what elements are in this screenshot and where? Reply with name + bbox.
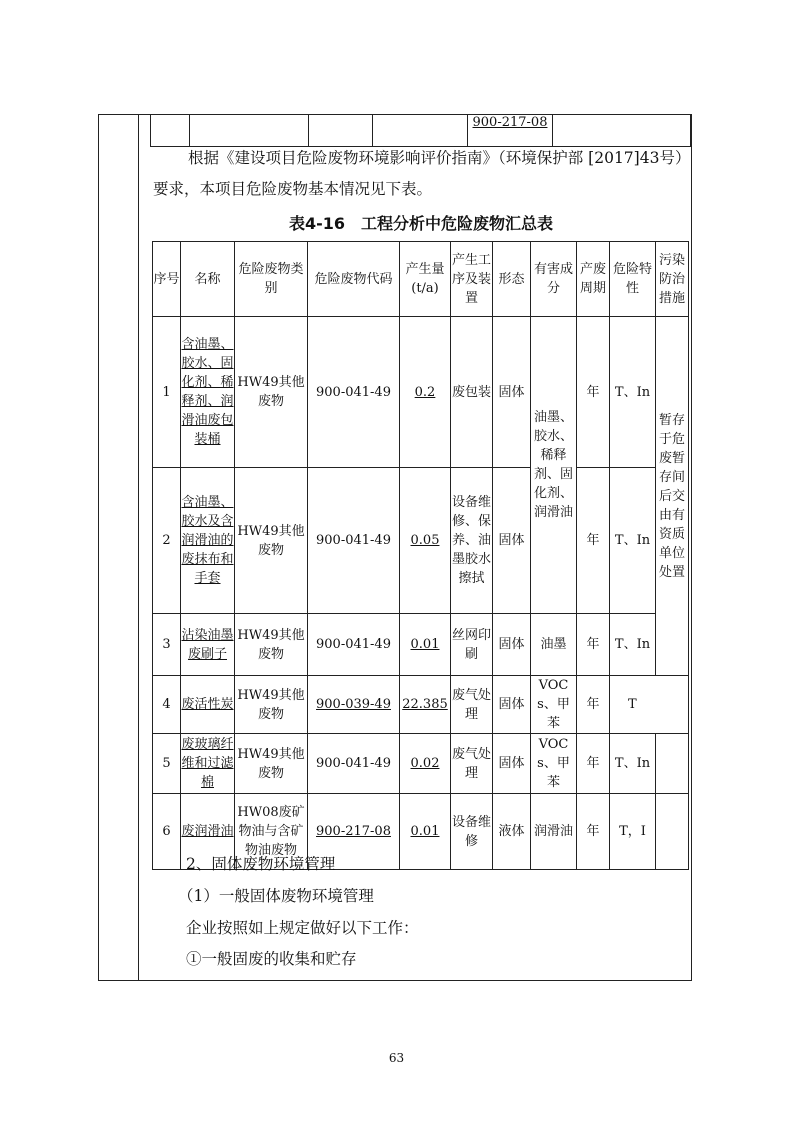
- cell-amount: 0.01: [400, 794, 451, 870]
- header-cycle: 产废周期: [577, 242, 610, 317]
- body-paragraph: 企业按照如上规定做好以下工作：: [186, 919, 419, 937]
- cell-amount: 22.385: [400, 676, 451, 734]
- cell-seq: 5: [153, 734, 181, 794]
- cell-seq: 2: [153, 468, 181, 614]
- frame-left-column-divider: [138, 114, 139, 981]
- cell-code: 900-041-49: [308, 614, 400, 676]
- list-item-heading: ①一般固废的收集和贮存: [186, 950, 357, 968]
- cell-name: 沾染油墨废刷子: [181, 614, 235, 676]
- header-name: 名称: [181, 242, 235, 317]
- tail-code-cell: [468, 115, 553, 147]
- cell-code: 900-217-08: [308, 794, 400, 870]
- cell-form: 固体: [493, 614, 531, 676]
- tail-cell: [190, 115, 309, 147]
- intro-line-1: 根据《建设项目危险废物环境影响评价指南》（环境保护部 [2017]43号）: [188, 149, 691, 167]
- cell-cycle: 年: [577, 468, 610, 614]
- cell-measure-empty: [656, 794, 689, 870]
- cell-hazard: T: [610, 676, 689, 734]
- cell-hazard: T、In: [610, 317, 656, 468]
- page-number: 63: [388, 1051, 405, 1065]
- cell-process: 废气处理: [451, 734, 493, 794]
- cell-harmful: 油墨: [531, 614, 577, 676]
- hazardous-waste-table: [152, 241, 689, 870]
- cell-process: 丝网印刷: [451, 614, 493, 676]
- cell-seq: 6: [153, 794, 181, 870]
- cell-name: 废玻璃纤维和过滤棉: [181, 734, 235, 794]
- cell-form: 固体: [493, 317, 531, 468]
- cell-code: 900-041-49: [308, 317, 400, 468]
- tail-code: 900-217-08: [472, 115, 548, 130]
- header-category: 危险废物类别: [235, 242, 308, 317]
- cell-name: 含油墨、胶水及含润滑油的废抹布和手套: [181, 468, 235, 614]
- cell-amount: 0.2: [400, 317, 451, 468]
- cell-code: 900-041-49: [308, 734, 400, 794]
- header-row: [153, 242, 689, 317]
- tail-cell: [373, 115, 468, 147]
- cell-process: 废气处理: [451, 676, 493, 734]
- cell-name: 含油墨、胶水、固化剂、稀释剂、润滑油废包装桶: [181, 317, 235, 468]
- cell-code: 900-039-49: [308, 676, 400, 734]
- cell-form: 固体: [493, 734, 531, 794]
- tail-cell: [553, 115, 691, 147]
- cell-measure-empty: [656, 734, 689, 794]
- cell-process: 设备维修、保养、油墨胶水擦拭: [451, 468, 493, 614]
- cell-name: 废润滑油: [181, 794, 235, 870]
- cell-harmful: VOCs、甲苯: [531, 676, 577, 734]
- cell-category: HW08废矿物油与含矿物油废物: [235, 794, 308, 870]
- tail-cell: [151, 115, 190, 147]
- cell-amount: 0.05: [400, 468, 451, 614]
- header-process: 产生工序及装置: [451, 242, 493, 317]
- intro-line-2: 要求，本项目危险废物基本情况见下表。: [153, 180, 433, 198]
- cell-harmful: VOCs、甲苯: [531, 734, 577, 794]
- cell-cycle: 年: [577, 676, 610, 734]
- cell-cycle: 年: [577, 317, 610, 468]
- header-measure: 污染防治措施: [656, 242, 689, 317]
- subsection-heading: （1）一般固体废物环境管理: [178, 887, 374, 905]
- cell-amount: 0.01: [400, 614, 451, 676]
- header-amount: 产生量(t/a): [400, 242, 451, 317]
- cell-process: 废包装: [451, 317, 493, 468]
- cell-form: 液体: [493, 794, 531, 870]
- cell-code: 900-041-49: [308, 468, 400, 614]
- cell-category: HW49其他废物: [235, 676, 308, 734]
- table-title: 表4-16 工程分析中危险废物汇总表: [288, 214, 554, 233]
- cell-category: HW49其他废物: [235, 317, 308, 468]
- table-row: [153, 468, 689, 614]
- table-row: [153, 734, 689, 794]
- cell-amount: 0.02: [400, 734, 451, 794]
- cell-category: HW49其他废物: [235, 734, 308, 794]
- header-form: 形态: [493, 242, 531, 317]
- header-seq: 序号: [153, 242, 181, 317]
- table-row: [153, 614, 689, 676]
- header-code: 危险废物代码: [308, 242, 400, 317]
- cell-hazard: T、In: [610, 468, 656, 614]
- cell-cycle: 年: [577, 614, 610, 676]
- header-hazard: 危险特性: [610, 242, 656, 317]
- cell-category: HW49其他废物: [235, 468, 308, 614]
- tail-cell: [309, 115, 373, 147]
- cell-seq: 4: [153, 676, 181, 734]
- table-row: [153, 676, 689, 734]
- cell-name: 废活性炭: [181, 676, 235, 734]
- section-heading: 2、固体废物环境管理: [186, 855, 336, 873]
- table-row: [153, 317, 689, 468]
- cell-hazard: T、In: [610, 614, 656, 676]
- cell-cycle: 年: [577, 794, 610, 870]
- cell-harmful: 润滑油: [531, 794, 577, 870]
- cell-harmful-merged: 油墨、胶水、稀释剂、固化剂、润滑油: [531, 317, 577, 614]
- cell-measure-merged: 暂存于危废暂存间后交由有资质单位处置: [656, 317, 689, 676]
- cell-form: 固体: [493, 676, 531, 734]
- previous-table-tail: [150, 114, 691, 147]
- cell-seq: 3: [153, 614, 181, 676]
- cell-form: 固体: [493, 468, 531, 614]
- cell-cycle: 年: [577, 734, 610, 794]
- cell-hazard: T，I: [610, 794, 656, 870]
- cell-seq: 1: [153, 317, 181, 468]
- header-harmful: 有害成分: [531, 242, 577, 317]
- cell-process: 设备维修: [451, 794, 493, 870]
- cell-category: HW49其他废物: [235, 614, 308, 676]
- cell-hazard: T、In: [610, 734, 656, 794]
